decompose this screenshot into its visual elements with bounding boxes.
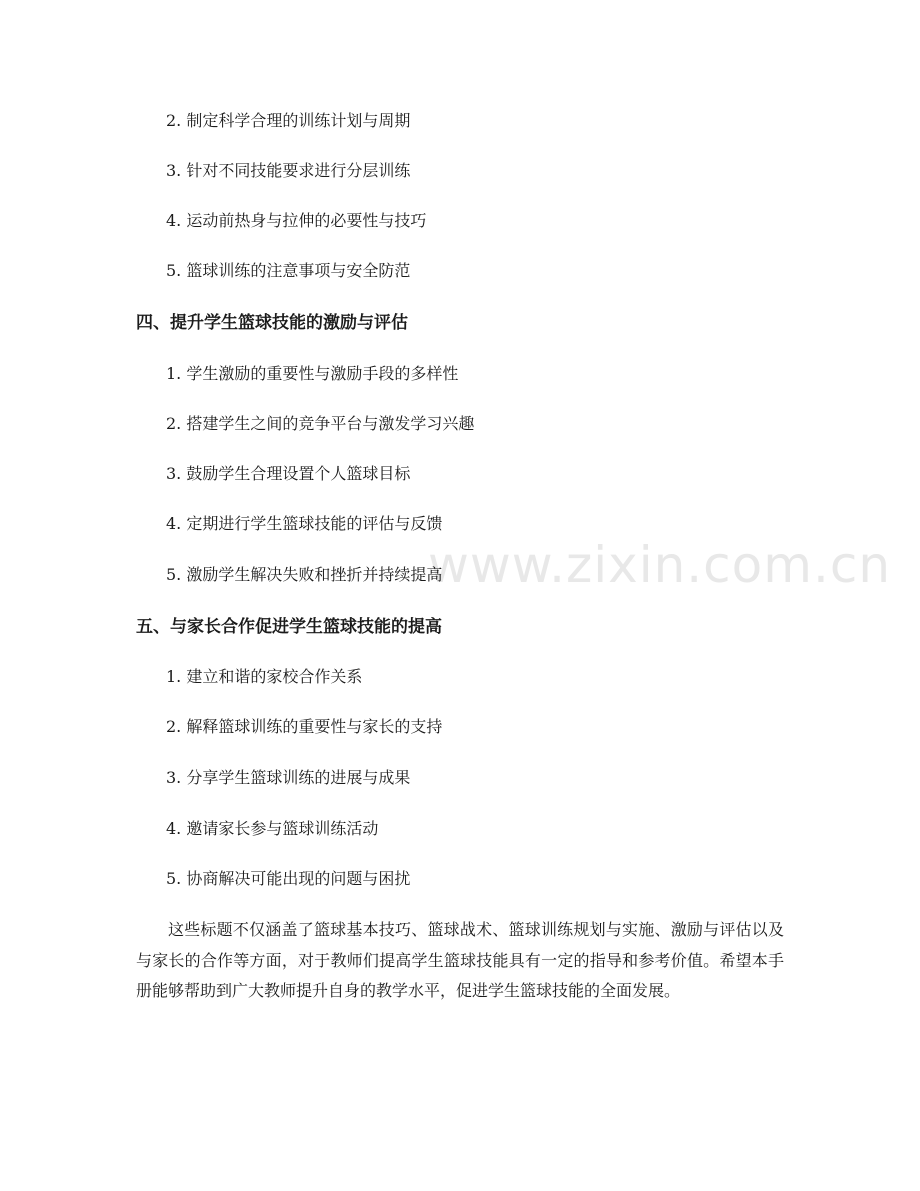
list-item: 4. 运动前热身与拉伸的必要性与技巧 — [166, 211, 427, 230]
list-item: 3. 分享学生篮球训练的进展与成果 — [166, 768, 411, 787]
list-item: 2. 搭建学生之间的竞争平台与激发学习兴趣 — [166, 414, 475, 433]
list-item: 4. 定期进行学生篮球技能的评估与反馈 — [166, 514, 443, 533]
watermark: www.zixin.com.cn — [428, 536, 892, 594]
list-item: 4. 邀请家长参与篮球训练活动 — [166, 819, 379, 838]
list-item: 3. 针对不同技能要求进行分层训练 — [166, 161, 411, 180]
list-item: 2. 制定科学合理的训练计划与周期 — [166, 111, 411, 130]
list-item: 5. 激励学生解决失败和挫折并持续提高 — [166, 565, 443, 584]
list-item: 5. 协商解决可能出现的问题与困扰 — [166, 869, 411, 888]
list-item: 3. 鼓励学生合理设置个人篮球目标 — [166, 464, 411, 483]
list-item: 1. 建立和谐的家校合作关系 — [166, 667, 363, 686]
list-item: 1. 学生激励的重要性与激励手段的多样性 — [166, 364, 459, 383]
list-item: 2. 解释篮球训练的重要性与家长的支持 — [166, 717, 443, 736]
conclusion-paragraph: 这些标题不仅涵盖了篮球基本技巧、篮球战术、篮球训练规划与实施、激励与评估以及与家长的合作等方面，对于教师们提高学生篮球技能具有一定的指导和参考价值。希望本手册能够帮助到广大教师提升自身的教学水平，促进学生篮球技能的全面发展。 — [136, 920, 784, 1000]
section-heading: 五、与家长合作促进学生篮球技能的提高 — [136, 617, 442, 637]
list-item: 5. 篮球训练的注意事项与安全防范 — [166, 261, 411, 280]
section-heading: 四、提升学生篮球技能的激励与评估 — [136, 313, 408, 333]
